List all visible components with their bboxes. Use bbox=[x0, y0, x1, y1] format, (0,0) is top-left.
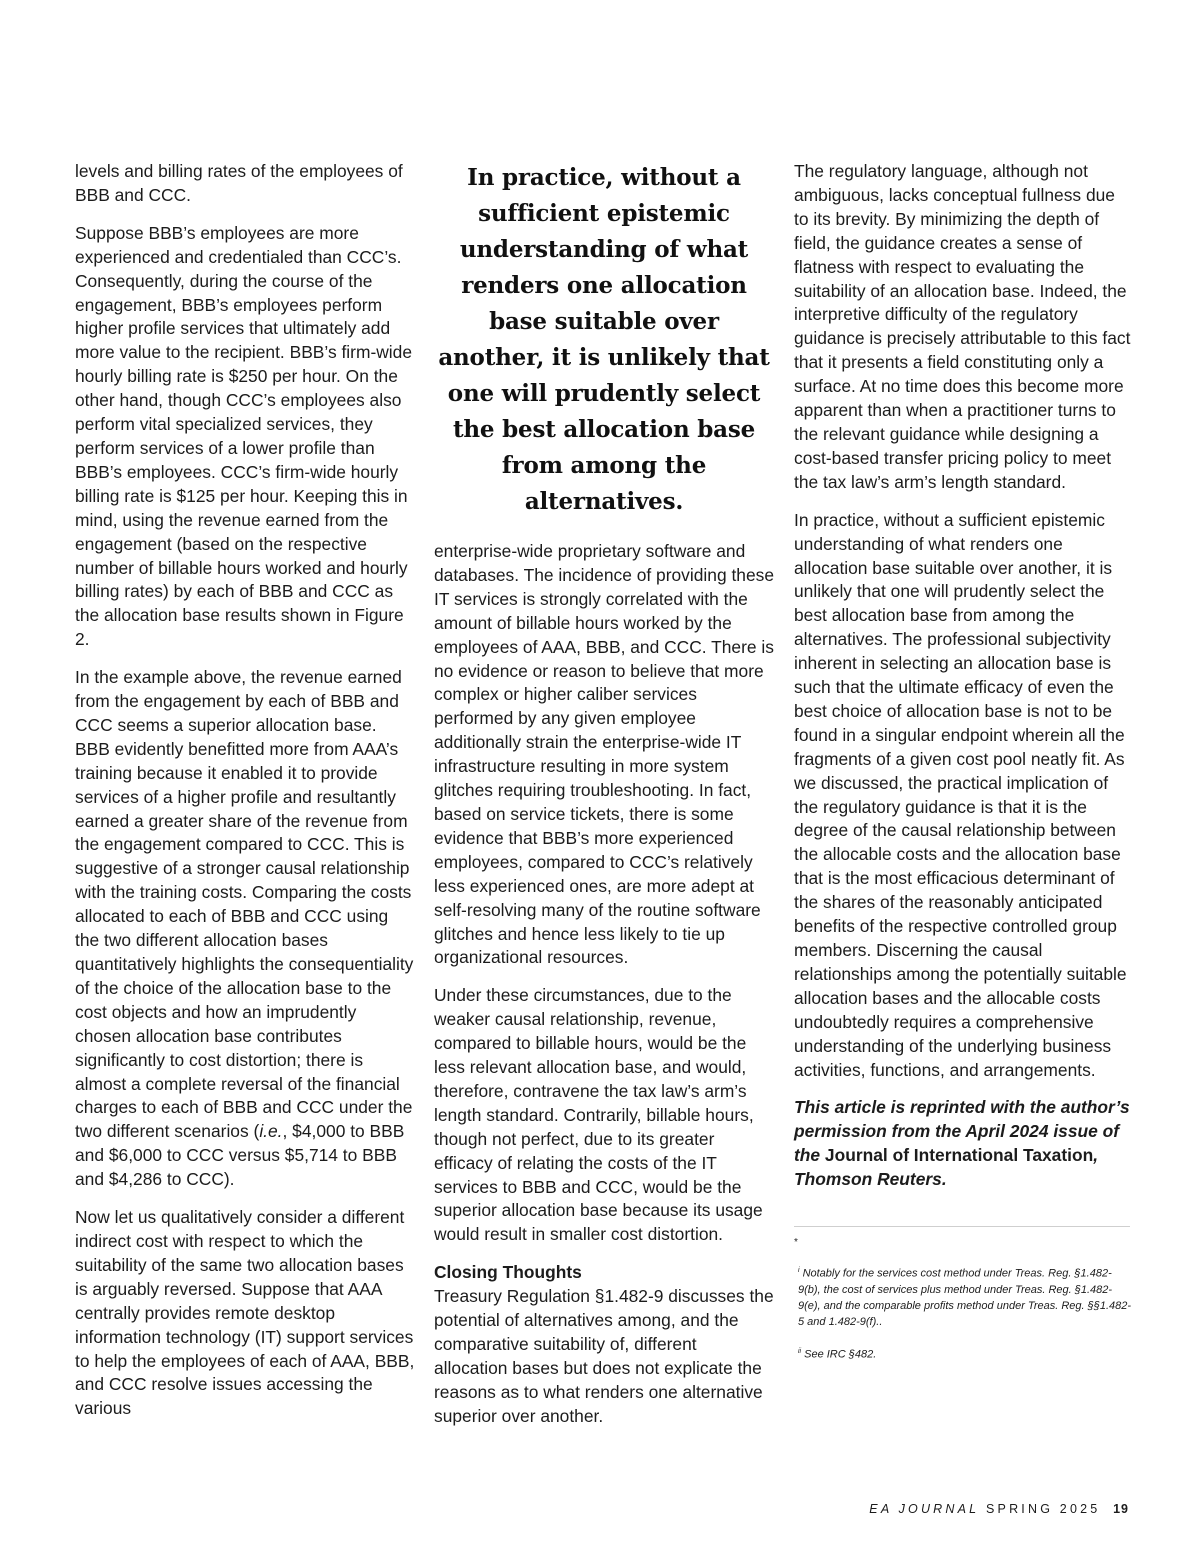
italic-abbrev: i.e. bbox=[259, 1121, 283, 1142]
paragraph-text: , $4,000 to BBB and $6,000 to CCC versus $5,714 to BBB and $4,286 to CCC). bbox=[75, 1121, 405, 1190]
reprint-notice bbox=[794, 1096, 1134, 1192]
paragraph: Under these circumstances, due to the weaker causal relationship, revenue, compared to billable hours, would be the less relevant allocation base, and would, therefore, contravene the tax law’s arm’s length standard. Contrarily, billable hours, though not perfect, due to its greater efficacy of relating the costs of the IT services to BBB and CCC, would be the superior allocation base because its usage would result in smaller cost distortion. bbox=[434, 985, 763, 1245]
footnote bbox=[794, 1263, 1134, 1330]
article-column-middle bbox=[434, 160, 774, 1443]
journal-name: Journal of International Taxation bbox=[824, 1145, 1094, 1166]
article-column-right bbox=[794, 160, 1134, 1376]
paragraph: Suppose BBB’s employees are more experienced and credentialed than CCC’s. Consequently, during the course of the engagement, BBB’s employees perform higher profile services that ultimately add more value to the recipient. BBB’s firm-wide hourly billing rate is $250 per hour. On the other hand, though CCC’s employees also perform vital specialized services, they perform services of a lower profile than BBB’s employees. CCC’s firm-wide hourly billing rate is $125 per hour. Keeping this in mind, using the revenue earned from the engagement (based on the respective number of billable hours worked and hourly billing rates) by each of BBB and CCC as the allocation base results shown in Figure 2. bbox=[75, 222, 413, 650]
pull-quote: In practice, without a sufficient epistemic understanding of what renders one allocation base suitable over another, it is unlikely that one will prudently select the best allocation base from among the alternatives. bbox=[438, 164, 770, 515]
paragraph: enterprise-wide proprietary software and databases. The incidence of providing these IT services is strongly correlated with the amount of billable hours worked by the employees of AAA, BBB, and CCC. There is no evidence or reason to believe that more complex or higher caliber services performed by any given employee additionally strain the enterprise-wide IT infrastructure resulting in more system glitches requiring troubleshooting. In fact, based on service tickets, there is some evidence that BBB’s more experienced employees, compared to CCC’s relatively less experienced ones, are more adept at self-resolving many of the routine software glitches and hence less likely to tie up organizational resources. bbox=[434, 541, 774, 968]
footnote-text: Notably for the services cost method under Treas. Reg. §1.482-9(b), the cost of services plus method under Treas. Reg. §1.482-9(e), and the comparable profits method under Treas. Reg. §§1.482-5 and 1.482-9(f).. bbox=[798, 1267, 1132, 1328]
footnote-marker: i bbox=[798, 1267, 800, 1275]
footnote bbox=[794, 1344, 1134, 1363]
reprint-text: This article is reprinted with the author’s permission from the April 2024 issue of the bbox=[794, 1097, 1130, 1166]
paragraph bbox=[75, 666, 415, 1192]
footnote-marker: ii bbox=[798, 1347, 802, 1355]
paragraph: The regulatory language, although not ambiguous, lacks conceptual fullness due to its brevity. By minimizing the depth of field, the guidance creates a sense of flatness with respect to evaluating the suitability of an allocation base. Indeed, the interpretive difficulty of the regulatory guidance is precisely attributable to this fact that it presents a field constituting only a surface. At no time does this become more apparent than when a practitioner turns to the relevant guidance while designing a cost-based transfer pricing policy to meet the tax law’s arm’s length standard. bbox=[794, 161, 1131, 492]
magazine-name: EA JOURNAL bbox=[869, 1502, 980, 1516]
footnote-mark: * bbox=[794, 1237, 798, 1249]
footnote-text: See IRC §482. bbox=[804, 1348, 877, 1361]
paragraph-text: In the example above, the revenue earned from the engagement by each of BBB and CCC seems a superior allocation base. BBB evidently benefitted more from AAA’s training because it enabled it to provide services of a higher profile and resultantly earned a greater share of the revenue from the engagement compared to CCC. This is suggestive of a stronger causal relationship with the training costs. Comparing the costs allocated to each of BBB and CCC using the two different allocation bases quantitatively highlights the consequentiality of the choice of the allocation base to the cost objects and how an imprudently chosen allocation base contributes significantly to cost distortion; there is almost a complete reversal of the financial charges to each of BBB and CCC under the two different scenarios ( bbox=[75, 667, 414, 1142]
reprint-text: , Thomson Reuters. bbox=[794, 1145, 1099, 1190]
paragraph: levels and billing rates of the employees of BBB and CCC. bbox=[75, 161, 403, 205]
page-number: 19 bbox=[1113, 1502, 1129, 1516]
paragraph: In practice, without a sufficient epistemic understanding of what renders one allocation base suitable over another, it is unlikely that one will prudently select the best allocation base from among the alternatives. The professional subjectivity inherent in selecting an allocation base is such that the ultimate efficacy of even the best choice of allocation base is not to be found in a singular endpoint wherein all the fragments of a given cost pool neatly fit. As we discussed, the practical implication of the regulatory guidance is that it is the degree of the causal relationship between the allocable costs and the allocation base that is the most efficacious determinant of the shares of the reasonably anticipated benefits of the respective controlled group members. Discerning the causal relationships among the potentially suitable allocation bases and the allocable costs undoubtedly requires a comprehensive understanding of the underlying business activities, functions, and arrangements. bbox=[794, 509, 1127, 1080]
paragraph: Now let us qualitatively consider a different indirect cost with respect to which the suitability of the same two allocation bases is arguably reversed. Suppose that AAA centrally provides remote desktop information technology (IT) support services to help the employees of each of AAA, BBB, and CCC resolve issues accessing the various bbox=[75, 1207, 415, 1419]
page-footer bbox=[869, 1502, 1129, 1516]
issue-label: SPRING 2025 bbox=[986, 1502, 1101, 1516]
article-column-left bbox=[75, 160, 415, 1435]
footnote-divider bbox=[794, 1226, 1130, 1227]
closing-section bbox=[434, 1261, 774, 1428]
section-heading: Closing Thoughts bbox=[434, 1262, 582, 1283]
paragraph-text: Treasury Regulation §1.482-9 discusses the potential of alternatives among, and the comparative suitability of, different allocation bases but does not explicate the reasons as to what renders one alternative superior over another. bbox=[434, 1286, 774, 1426]
